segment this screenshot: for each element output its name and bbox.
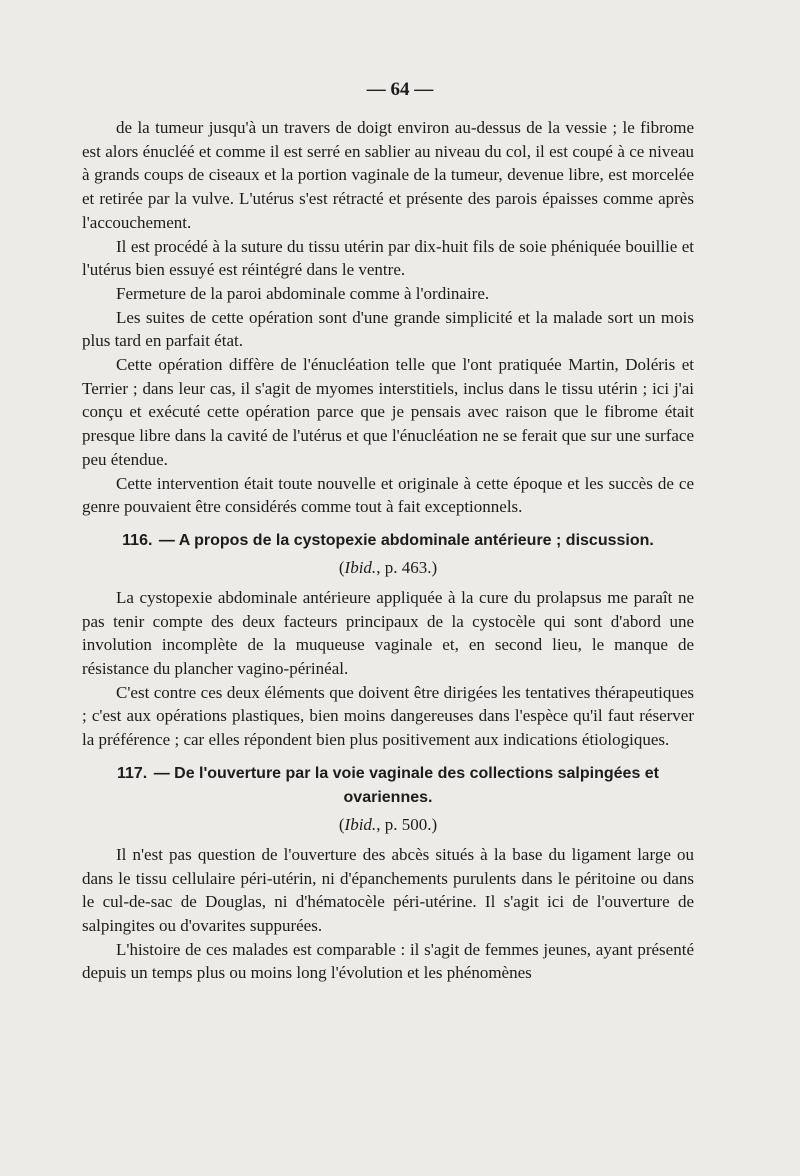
section-number: 116.: [122, 531, 153, 549]
paragraph: Fermeture de la paroi abdominale comme à l'ordinaire.: [116, 283, 490, 303]
citation-page: , p. 463.: [376, 557, 432, 577]
citation-ibid: Ibid.: [344, 814, 377, 834]
citation-ibid: Ibid.: [344, 557, 377, 577]
paragraph: L'histoire de ces malades est comparable : il s'agit de femmes jeunes, ayant présenté depuis un temps plus ou moins long l'évolution et les phénomènes: [82, 939, 694, 983]
paragraph: de la tumeur jusqu'à un travers de doigt environ au-dessus de la vessie ; le fibrome est alors énucléé et comme il est serré en sablier au niveau du col, il est coupé à ce niveau à grands coups de ciseaux et la portion vaginale de la tumeur, devenue libre, est morcelée et retirée par la vulve. L'utérus s'est rétracté et présente des parois épaisses comme après l'accouchement.: [82, 118, 694, 232]
paragraph: Les suites de cette opération sont d'une grande simplicité et la malade sort un mois plus tard en parfait état.: [82, 307, 694, 351]
section-heading-116: [82, 529, 694, 553]
citation-116: (Ibid., p. 463.): [338, 557, 438, 577]
paragraph: La cystopexie abdominale antérieure appliquée à la cure du prolapsus me paraît ne pas tenir compte des deux facteurs principaux de la cystocèle qui sont d'abord une involution incomplète de la muqueuse vaginale et, en second lieu, le manque de résistance du plancher vagino-périnéal.: [82, 587, 694, 679]
paragraph: Il n'est pas question de l'ouverture des abcès situés à la base du ligament large ou dans le tissu cellulaire péri-utérin, ni d'épanchements purulents dans le péritoine ou dans le cul-de-sac de Douglas, ni d'hématocèle péri-utérine. Il s'agit ici de l'ouverture de salpingites ou d'ovarites suppurées.: [82, 844, 694, 935]
paragraph: Cette intervention était toute nouvelle et originale à cette époque et les succès de ce genre pouvaient être considérés comme tout à fait exceptionnels.: [82, 473, 694, 517]
section-heading-117: [82, 762, 694, 810]
paragraph: Il est procédé à la suture du tissu utérin par dix-huit fils de soie phéniquée bouillie et l'utérus bien essuyé est réintégré dans le ventre.: [82, 236, 694, 280]
citation-page: , p. 500.: [376, 814, 432, 834]
paragraph: Cette opération diffère de l'énucléation telle que l'ont pratiquée Martin, Doléris et Terrier ; dans leur cas, il s'agit de myomes interstitiels, inclus dans le tissu utérin ; ici j'ai conçu et exécuté cette opération parce que je pensais avec raison que le fibrome était presque libre dans la cavité de l'utérus et que l'énucléation ne se ferait que sur une surface peu étendue.: [82, 355, 694, 469]
page-body: [82, 116, 694, 985]
section-number: 117.: [116, 764, 148, 782]
section-title: — De l'ouverture par la voie vaginale des collections salpingées et ovariennes.: [153, 764, 660, 806]
page-number: — 64 —: [366, 79, 434, 100]
section-title: — A propos de la cystopexie abdominale antérieure ; discussion.: [158, 531, 654, 549]
citation-117: (Ibid., p. 500.): [338, 814, 438, 834]
paragraph: C'est contre ces deux éléments que doivent être dirigées les tentatives thérapeutiques ; c'est aux opérations plastiques, bien moins dangereuses dans l'espèce qu'il faut réserver la préférence ; car elles répondent bien plus positivement aux indications étiologiques.: [82, 682, 694, 750]
